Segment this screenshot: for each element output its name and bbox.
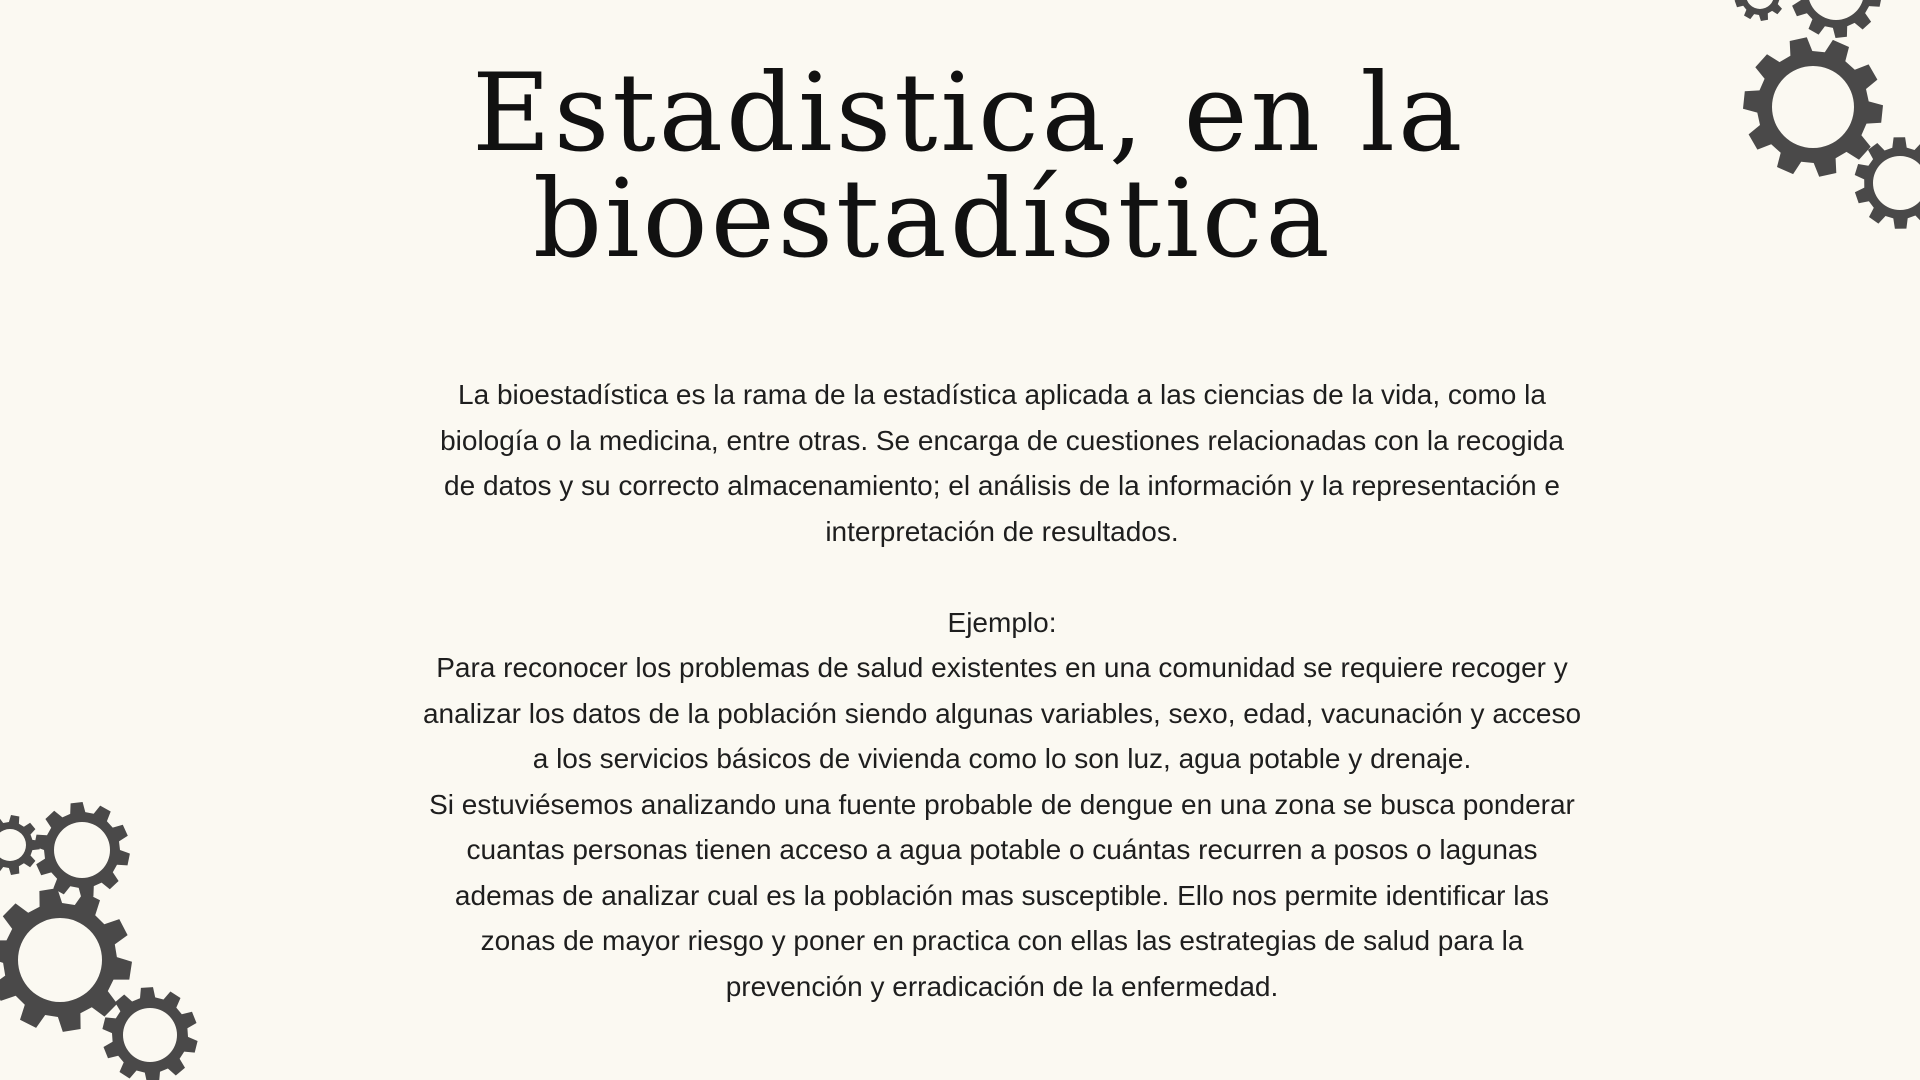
- paragraph-line: zonas de mayor riesgo y poner en practica con ellas las estrategias de salud para la: [480, 925, 1524, 956]
- paragraph-line: Si estuviésemos analizando una fuente probable de dengue en una zona se busca ponderar: [429, 788, 1575, 820]
- paragraph-line: analizar los datos de la población siendo algunas variables, sexo, edad, vacunación y acceso: [422, 697, 1582, 729]
- title-line-2: bioestadística: [533, 157, 1333, 282]
- paragraph-line: interpretación de resultados.: [825, 515, 1179, 547]
- gear-icon: [0, 815, 40, 875]
- gear-icon: [0, 888, 132, 1032]
- gear-icon: [102, 987, 197, 1080]
- paragraph-line: de datos y su correcto almacenamiento; el análisis de la información y la representación e: [444, 470, 1560, 501]
- title-line-1: Estadistica, en la: [472, 51, 1466, 176]
- paragraph-line: prevención y erradicación de la enfermedad.: [725, 970, 1279, 1002]
- gear-icon: [1743, 37, 1883, 176]
- paragraph-line: biología o la medicina, entre otras. Se encarga de cuestiones relacionadas con la recogida: [440, 424, 1564, 456]
- gear-icon: [34, 802, 130, 898]
- paragraph-line: La bioestadística es la rama de la estadística aplicada a las ciencias de la vida, como la: [458, 379, 1546, 410]
- paragraph-line: ademas de analizar cual es la población mas susceptible. Ello nos permite identificar las: [454, 879, 1550, 911]
- paragraph-line: cuantas personas tienen acceso a agua potable o cuántas recurren a posos o lagunas: [466, 834, 1538, 865]
- gear-icon: [1735, 0, 1786, 21]
- body-text: [300, 372, 1704, 1009]
- example-label: Ejemplo:: [947, 606, 1057, 638]
- gear-icon: [1790, 0, 1882, 38]
- paragraph-line: a los servicios básicos de vivienda como lo son luz, agua potable y drenaje.: [532, 743, 1472, 774]
- paragraph-line: Para reconocer los problemas de salud existentes en una comunidad se requiere recoger y: [436, 652, 1568, 683]
